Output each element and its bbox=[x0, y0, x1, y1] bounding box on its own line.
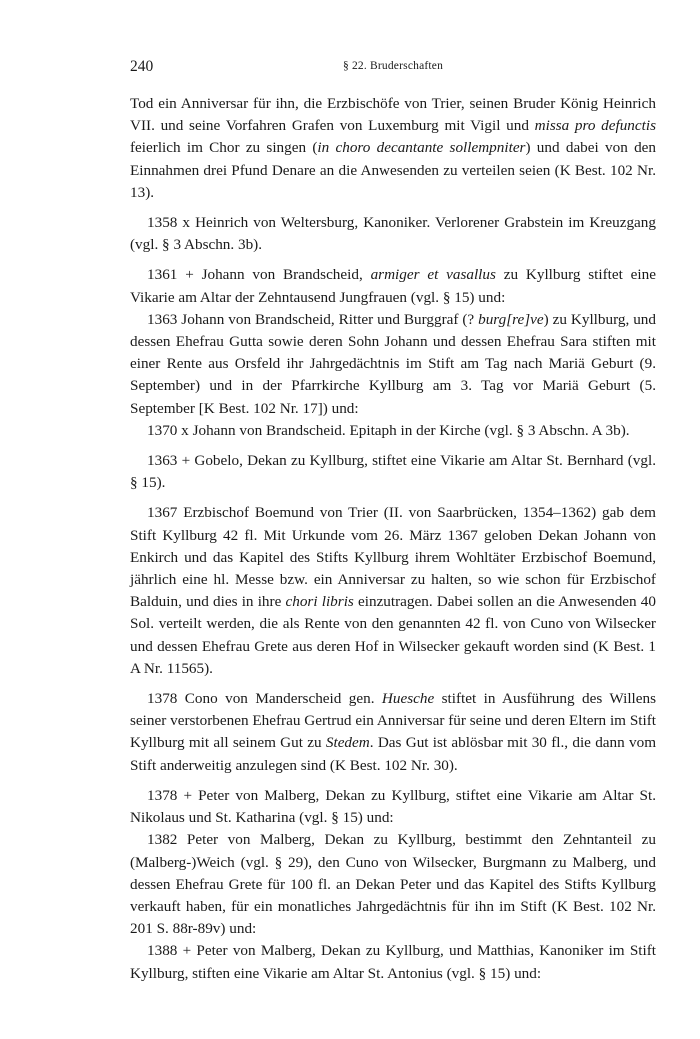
text-run: ) zu Kyllburg, und dessen Ehefrau Gutta sowie deren Sohn Johann und dessen Ehefrau Sara stiften mit einer Rente aus Orsfeld ihr Jahrgedächtnis im Stift am Tag nach Mariä Geburt (9. September) und in der Pfarrkirche Kyllburg am 3. Tag vor Mariä Geburt (5. September [K Best. 102 Nr. 17]) und: bbox=[130, 310, 656, 417]
text-run: 1382 Peter von Malberg, Dekan zu Kyllburg, bestimmt den Zehntanteil zu (Malberg-)Weich (vgl. § 29), den Cuno von Wilsecker, Burgmann zu Malberg, und dessen Ehefrau Grete für 100 fl. an Dekan Peter und das Kapitel des Stifts Kyllburg verkauft haben, für ein monatliches Jahrgedächtnis für ihn im Stift (K Best. 102 Nr. 201 S. 88r-89v) und: bbox=[130, 831, 656, 938]
text-run: 1363 + Gobelo, Dekan zu Kyllburg, stiftet eine Vikarie am Altar St. Bernhard (vgl. § 15). bbox=[130, 452, 656, 492]
text-run: 1378 + Peter von Malberg, Dekan zu Kyllburg, stiftet eine Vikarie am Altar St. Nikolaus und St. Katharina (vgl. § 15) und: bbox=[130, 786, 656, 827]
italic-run: burg[re]ve bbox=[478, 310, 544, 328]
text-run: Tod ein Anniversar für ihn, die Erzbischöfe von Trier, seinen Bruder König Heinrich VII. und seine Vorfahren Grafen von Luxemburg mit Vigil und bbox=[130, 95, 656, 135]
text-run: 1358 x Heinrich von Weltersburg, Kanoniker. Verlorener Grabstein im Kreuzgang (vgl. § 3 Abschn. 3b). bbox=[130, 214, 656, 254]
text-run: 1378 Cono von Manderscheid gen. bbox=[147, 690, 382, 708]
text-run: ) und dabei von den Einnahmen drei Pfund Denare an die Anwesenden zu verteilen seien (K Best. 102 Nr. 13). bbox=[130, 139, 656, 201]
text-run: zu Kyllburg stiftet eine Vikarie am Altar der Zehntausend Jungfrauen (vgl. § 15) und: bbox=[130, 266, 656, 306]
italic-run: armiger et vasallus bbox=[370, 266, 496, 284]
paragraph bbox=[130, 212, 656, 256]
paragraph bbox=[130, 829, 656, 940]
italic-run: missa pro defunctis bbox=[534, 117, 656, 135]
text-run: 1388 + Peter von Malberg, Dekan zu Kyllburg, und Matthias, Kanoniker im Stift Kyllburg, stiften eine Vikarie am Altar St. Antonius (vgl. § 15) und: bbox=[130, 942, 656, 982]
italic-run: Huesche bbox=[381, 690, 435, 708]
paragraph bbox=[130, 785, 656, 829]
text-run: feierlich im Chor zu singen ( bbox=[130, 139, 318, 157]
paragraph bbox=[130, 309, 656, 420]
text-run: . Das Gut ist ablösbar mit 30 fl., die dann vom Stift anderweitig anzulegen sind (K Best. 102 Nr. 30). bbox=[130, 734, 657, 774]
paragraph bbox=[130, 264, 656, 308]
text-run: einzutragen. Dabei sollen an die Anwesenden 40 Sol. verteilt werden, die als Rente von den genannten 42 fl. von Cuno von Wilsecker und dessen Ehefrau Grete aus deren Hof in Wilsecker gekauft worden sind (K Best. 1 A Nr. 11565). bbox=[130, 593, 656, 677]
page-number: 240 bbox=[130, 58, 154, 75]
italic-run: Stedem bbox=[325, 734, 370, 752]
running-head: § 22. Bruderschaften bbox=[342, 60, 444, 72]
paragraph bbox=[130, 940, 656, 984]
paragraph bbox=[130, 688, 656, 777]
paragraph bbox=[130, 420, 656, 442]
italic-run: in choro decantante sollempniter bbox=[317, 139, 526, 157]
paragraph bbox=[130, 502, 656, 680]
text-run: 1363 Johann von Brandscheid, Ritter und Burggraf (? bbox=[147, 310, 479, 328]
italic-run: chori libris bbox=[285, 593, 354, 611]
text-run: 1370 x Johann von Brandscheid. Epitaph in der Kirche (vgl. § 3 Abschn. A 3b). bbox=[147, 421, 630, 439]
text-run: stiftet in Ausführung des Willens seiner verstorbenen Ehefrau Gertrud ein Anniversar für seine und deren Eltern im Stift Kyllburg mit all seinem Gut zu bbox=[130, 690, 656, 752]
text-run: 1367 Erzbischof Boemund von Trier (II. von Saarbrücken, 1354–1362) gab dem Stift Kyllburg 42 fl. Mit Urkunde vom 26. März 1367 geloben Dekan Johann von Enkirch und das Kapitel des Stifts Kyllburg ihrem Wohltäter Erzbischof Boemund, jährlich eine hl. Messe bzw. ein Anniversar zu halten, so wie schon für Erzbischof Balduin, und dies in ihre bbox=[130, 504, 656, 611]
page-header bbox=[130, 58, 656, 82]
paragraph bbox=[130, 93, 656, 204]
body-text bbox=[130, 93, 656, 985]
paragraph bbox=[130, 450, 656, 494]
text-run: 1361 + Johann von Brandscheid, bbox=[147, 266, 371, 284]
